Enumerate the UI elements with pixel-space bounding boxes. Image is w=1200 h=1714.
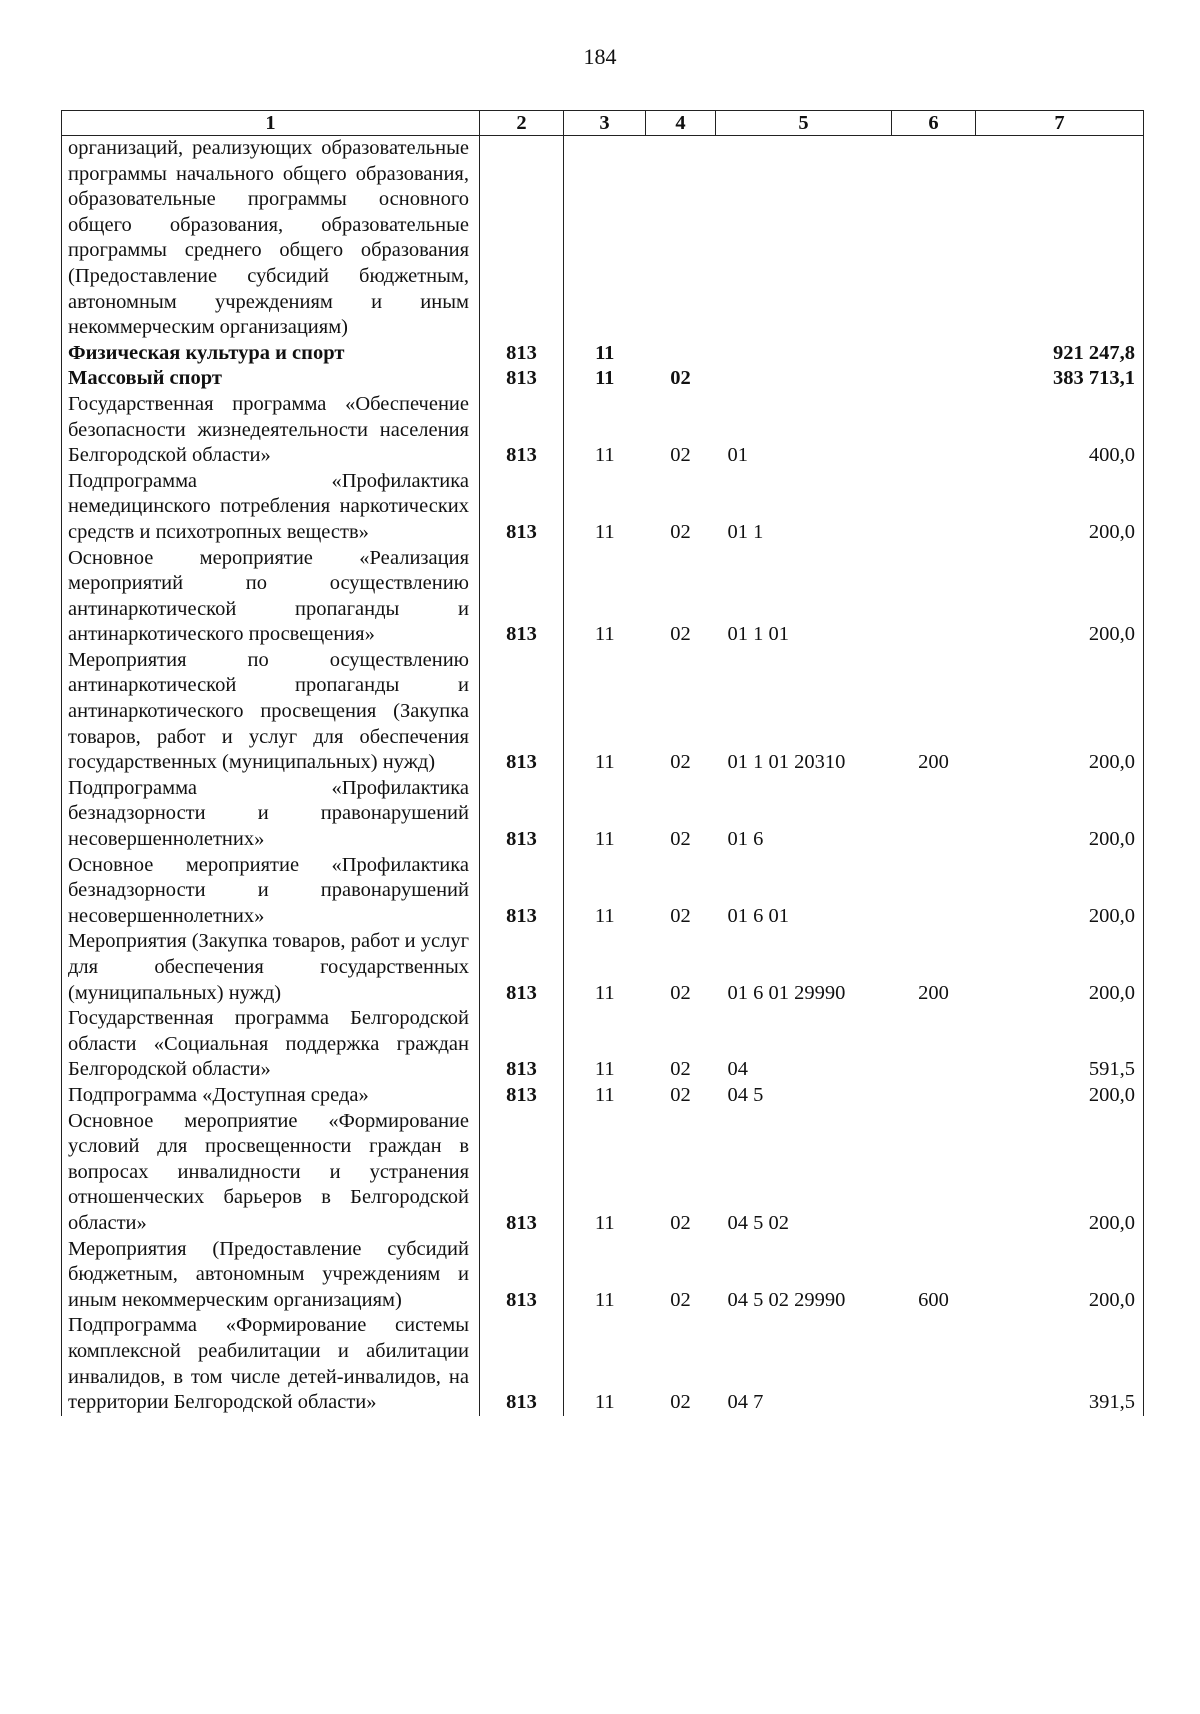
row-subsection: 02 bbox=[670, 367, 691, 390]
row-amount: 200,0 bbox=[976, 776, 1144, 853]
row-admin-code: 813 bbox=[480, 1237, 564, 1314]
row-section: 11 bbox=[594, 623, 615, 646]
row-description: Массовый спорт bbox=[62, 366, 480, 392]
row-admin-code: 813 bbox=[480, 341, 564, 367]
row-description: Мероприятия (Предоставление субсидий бюджетным, автономным учреждениям и иным некоммерческим организациям) bbox=[62, 1237, 480, 1314]
row-target-article: 01 bbox=[727, 444, 748, 467]
row-target-article: 01 6 bbox=[727, 828, 764, 851]
row-subsection bbox=[646, 341, 716, 367]
row-subsection: 02 bbox=[670, 1288, 691, 1311]
row-target-article: 01 6 01 bbox=[727, 904, 789, 927]
row-expense-type bbox=[892, 1109, 976, 1237]
row-target-article: 01 1 01 bbox=[727, 623, 789, 646]
row-admin-code: 813 bbox=[480, 366, 564, 392]
row-target-article: 01 1 bbox=[727, 520, 764, 543]
column-header: 6 bbox=[892, 111, 976, 136]
row-amount: 200,0 bbox=[976, 1237, 1144, 1314]
row-description: Основное мероприятие «Формирование условий для просвещенности граждан в вопросах инвалидности и устранения отношенческих барьеров в Белгородской области» bbox=[62, 1109, 480, 1237]
row-admin-code: 813 bbox=[480, 853, 564, 930]
column-header: 2 bbox=[480, 111, 564, 136]
column-header: 1 bbox=[62, 111, 480, 136]
row-amount: 200,0 bbox=[976, 1083, 1144, 1109]
table-row bbox=[62, 1237, 1144, 1314]
row-section: 11 bbox=[595, 341, 615, 364]
row-description: Государственная программа Белгородской области «Социальная поддержка граждан Белгородской области» bbox=[62, 1006, 480, 1083]
row-expense-type bbox=[892, 1006, 976, 1083]
row-expense-type bbox=[892, 392, 976, 469]
table-row bbox=[62, 853, 1144, 930]
row-amount: 200,0 bbox=[976, 469, 1144, 546]
row-amount bbox=[976, 136, 1144, 341]
row-description: Мероприятия (Закупка товаров, работ и услуг для обеспечения государственных (муниципальных) нужд) bbox=[62, 929, 480, 1006]
row-admin-code: 813 bbox=[480, 1006, 564, 1083]
row-section: 11 bbox=[594, 444, 615, 467]
row-subsection: 02 bbox=[670, 623, 691, 646]
row-subsection: 02 bbox=[670, 1058, 691, 1081]
table-row bbox=[62, 469, 1144, 546]
row-section bbox=[564, 136, 646, 341]
row-expense-type bbox=[892, 366, 976, 392]
row-expense-type bbox=[892, 1313, 976, 1415]
row-admin-code: 813 bbox=[480, 1109, 564, 1237]
row-subsection: 02 bbox=[670, 904, 691, 927]
row-target-article: 04 bbox=[727, 1058, 748, 1081]
table-row bbox=[62, 136, 1144, 341]
row-amount: 591,5 bbox=[976, 1006, 1144, 1083]
row-amount: 200,0 bbox=[976, 546, 1144, 648]
row-expense-type: 200 bbox=[918, 751, 949, 774]
row-target-article bbox=[716, 366, 892, 392]
row-expense-type: 600 bbox=[918, 1288, 949, 1311]
row-admin-code: 813 bbox=[480, 392, 564, 469]
table-row bbox=[62, 776, 1144, 853]
table-body bbox=[62, 136, 1144, 1416]
row-description: Государственная программа «Обеспечение безопасности жизнедеятельности населения Белгородской области» bbox=[62, 392, 480, 469]
row-section: 11 bbox=[594, 1211, 615, 1234]
table-row bbox=[62, 366, 1144, 392]
row-target-article: 01 6 01 29990 bbox=[727, 981, 846, 1004]
row-amount: 391,5 bbox=[976, 1313, 1144, 1415]
row-amount: 200,0 bbox=[976, 648, 1144, 776]
row-admin-code: 813 bbox=[480, 648, 564, 776]
row-subsection: 02 bbox=[670, 828, 691, 851]
table-row bbox=[62, 546, 1144, 648]
column-header: 3 bbox=[564, 111, 646, 136]
row-section: 11 bbox=[594, 1288, 615, 1311]
row-description: Подпрограмма «Профилактика безнадзорности и правонарушений несовершеннолетних» bbox=[62, 776, 480, 853]
table-row bbox=[62, 1109, 1144, 1237]
row-expense-type bbox=[892, 1083, 976, 1109]
row-description: Основное мероприятие «Реализация мероприятий по осуществлению антинаркотической пропаганды и антинаркотического просвещения» bbox=[62, 546, 480, 648]
row-section: 11 bbox=[594, 520, 615, 543]
row-subsection: 02 bbox=[670, 520, 691, 543]
row-subsection bbox=[646, 136, 716, 341]
row-expense-type bbox=[892, 136, 976, 341]
row-section: 11 bbox=[594, 1083, 615, 1106]
row-expense-type bbox=[892, 546, 976, 648]
row-subsection: 02 bbox=[670, 1083, 691, 1106]
row-amount: 200,0 bbox=[976, 929, 1144, 1006]
table-header-row bbox=[62, 111, 1144, 136]
row-admin-code: 813 bbox=[480, 546, 564, 648]
table-row bbox=[62, 1083, 1144, 1109]
row-target-article: 04 5 02 bbox=[727, 1211, 789, 1234]
row-subsection: 02 bbox=[670, 444, 691, 467]
row-section: 11 bbox=[594, 981, 615, 1004]
row-admin-code: 813 bbox=[480, 776, 564, 853]
row-description: Физическая культура и спорт bbox=[62, 341, 480, 367]
row-subsection: 02 bbox=[670, 1391, 691, 1414]
row-section: 11 bbox=[595, 367, 615, 390]
row-admin-code bbox=[480, 136, 564, 341]
row-target-article: 04 5 bbox=[727, 1083, 764, 1106]
row-description: Основное мероприятие «Профилактика безнадзорности и правонарушений несовершеннолетних» bbox=[62, 853, 480, 930]
row-target-article bbox=[716, 341, 892, 367]
row-section: 11 bbox=[594, 1391, 615, 1414]
table-row bbox=[62, 1313, 1144, 1415]
table-row bbox=[62, 392, 1144, 469]
column-header: 4 bbox=[646, 111, 716, 136]
row-amount: 383 713,1 bbox=[976, 366, 1144, 392]
table-row bbox=[62, 929, 1144, 1006]
row-description: Подпрограмма «Доступная среда» bbox=[62, 1083, 480, 1109]
table-row bbox=[62, 648, 1144, 776]
row-section: 11 bbox=[594, 828, 615, 851]
row-admin-code: 813 bbox=[480, 469, 564, 546]
row-target-article: 04 5 02 29990 bbox=[727, 1288, 846, 1311]
row-description: Подпрограмма «Профилактика немедицинского потребления наркотических средств и психотропных веществ» bbox=[62, 469, 480, 546]
row-amount: 921 247,8 bbox=[976, 341, 1144, 367]
row-amount: 200,0 bbox=[976, 853, 1144, 930]
row-section: 11 bbox=[594, 1058, 615, 1081]
table-row bbox=[62, 341, 1144, 367]
row-description: Подпрограмма «Формирование системы комплексной реабилитации и абилитации инвалидов, в том числе детей-инвалидов, на территории Белгородской области» bbox=[62, 1313, 480, 1415]
row-admin-code: 813 bbox=[480, 1083, 564, 1109]
row-expense-type: 200 bbox=[918, 981, 949, 1004]
row-admin-code: 813 bbox=[480, 1313, 564, 1415]
row-target-article: 01 1 01 20310 bbox=[727, 751, 846, 774]
column-header: 7 bbox=[976, 111, 1144, 136]
row-description: Мероприятия по осуществлению антинаркотической пропаганды и антинаркотического просвещения (Закупка товаров, работ и услуг для обеспечения государственных (муниципальных) нужд) bbox=[62, 648, 480, 776]
row-expense-type bbox=[892, 776, 976, 853]
row-expense-type bbox=[892, 469, 976, 546]
page-number: 184 bbox=[583, 44, 617, 69]
row-amount: 400,0 bbox=[976, 392, 1144, 469]
row-subsection: 02 bbox=[670, 1211, 691, 1234]
row-admin-code: 813 bbox=[480, 929, 564, 1006]
row-target-article: 04 7 bbox=[727, 1391, 764, 1414]
row-section: 11 bbox=[594, 751, 615, 774]
row-target-article bbox=[716, 136, 892, 341]
row-subsection: 02 bbox=[670, 981, 691, 1004]
row-section: 11 bbox=[594, 904, 615, 927]
table-row bbox=[62, 1006, 1144, 1083]
row-description: организаций, реализующих образовательные программы начального общего образования, образовательные программы основного общего образования, образовательные программы среднего общего образования (Предоставление субсидий бюджетным, автономным учреждениям и иным некоммерческим организациям) bbox=[62, 136, 480, 341]
budget-table bbox=[61, 110, 1144, 1416]
row-expense-type bbox=[892, 341, 976, 367]
row-amount: 200,0 bbox=[976, 1109, 1144, 1237]
row-expense-type bbox=[892, 853, 976, 930]
row-subsection: 02 bbox=[670, 751, 691, 774]
column-header: 5 bbox=[716, 111, 892, 136]
